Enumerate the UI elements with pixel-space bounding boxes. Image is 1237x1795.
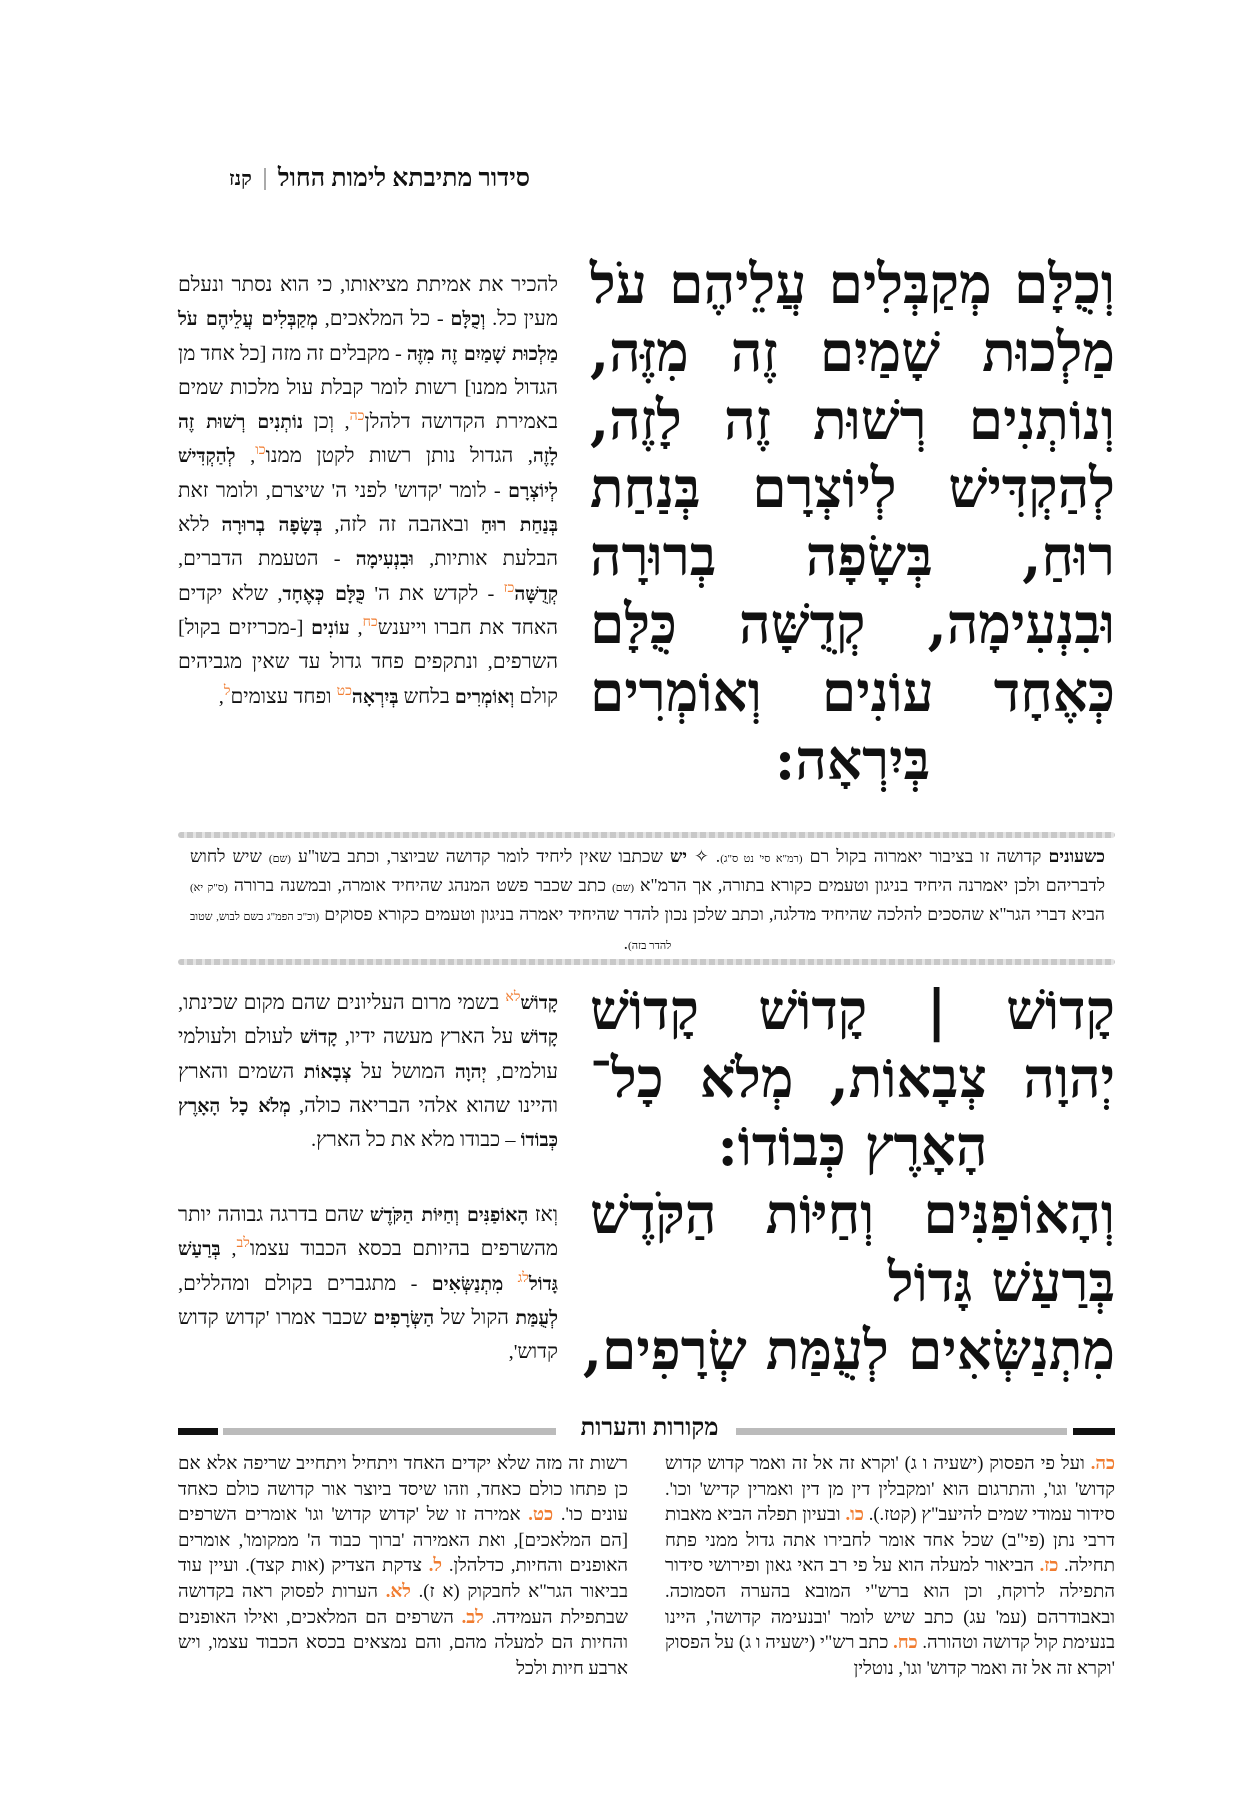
text-run: , bbox=[220, 1238, 237, 1261]
prayer-line: מַלְכוּת שָׁמַיִם זֶה מִזֶּה, bbox=[590, 319, 1115, 384]
footnote-ref[interactable]: לג bbox=[517, 1270, 529, 1286]
text-run: שהם בדרגה גבוהה יותר מהשרפים בהיותם בכסא הכבוד עצמו bbox=[178, 1204, 559, 1261]
header-separator bbox=[264, 168, 266, 190]
text-run: רשות זה מזה שלא יקדים האחד ויתחיל ויתחייב שריפה אלא אם כן פתחו כולם כאחד, וזהו שיסד ביוצר אור קדושה כולם כאחד עונים כו'. bbox=[178, 1454, 628, 1526]
text-run: השרפים הם המלאכים, ואילו האופנים והחיות הם למעלה מהם, והם נמצאים בכסא הכבוד עצמו, ויש ארבע חיות ולכל bbox=[178, 1607, 628, 1679]
text-run: , שלא יקדים האחד את חברו וייענש bbox=[178, 582, 559, 639]
footnote-ref[interactable]: לב bbox=[236, 1236, 250, 1252]
footnote-ref[interactable]: כו. bbox=[845, 1505, 864, 1526]
text-run: ללא הבלעת אותיות, bbox=[178, 514, 558, 571]
quoted-prayer-words: יש bbox=[670, 846, 687, 866]
text-run: וְאז bbox=[528, 1204, 558, 1226]
quoted-prayer-words: נוֹתְנִים רְשׁוּת זֶה לָזֶה bbox=[178, 411, 559, 468]
running-header bbox=[178, 162, 530, 196]
quoted-prayer-words: מִתְנַשְּׂאִים bbox=[431, 1272, 504, 1295]
text-run: הקול של bbox=[434, 1306, 516, 1329]
text-run: ובעיון תפלה הביא מאבות דרבי נתן (פי"ב) שכל אחד אומר לחבירו אתה גדול ממני פתח תחילה. bbox=[665, 1505, 1115, 1577]
quoted-prayer-words: מְלֹא כָל הָאָרֶץ כְּבוֹדוֹ bbox=[178, 1094, 558, 1152]
text-run: – כבודו מלא את כל הארץ. bbox=[311, 1129, 521, 1152]
quoted-prayer-words: לְעֻמַּת bbox=[515, 1306, 559, 1329]
text-run: שכבר אמרו 'קדוש קדוש קדוש', bbox=[178, 1306, 558, 1364]
text-run: צדקת הצדיק (אות קצד). ועיין עוד בביאור הגר"א לחבקוק (א ז). bbox=[178, 1556, 628, 1602]
prayer-line: לְהַקְדִּישׁ לְיוֹצְרָם בְּנַחַת bbox=[590, 455, 1115, 520]
footnote-ref[interactable]: כה bbox=[349, 409, 365, 425]
text-run: כתב רש"י (ישעיה ו ג) על הפסוק 'וקרא זה אל זה ואמר קדוש' וגו', נוטלין bbox=[665, 1633, 1115, 1679]
text-run: לעולם ולעולמי עולמים, bbox=[178, 1026, 559, 1083]
text-run: להכיר את אמיתת מציאותו, כי הוא נסתר ונעלם מעין כל. bbox=[178, 274, 558, 331]
source-citation: (וכ"כ הפמ"ג בשם לבוש, שטוב להדר בזה) bbox=[190, 911, 672, 952]
sources-right-column bbox=[665, 1452, 1115, 1682]
footnote-ref[interactable]: כט bbox=[336, 683, 352, 699]
footnote-ref[interactable]: כז. bbox=[1039, 1556, 1059, 1577]
text-run: המושל על bbox=[351, 1060, 455, 1083]
prayer-text-section2 bbox=[582, 976, 1115, 1384]
quoted-prayer-words: בְּרַעַשׁ גָּדוֹל bbox=[178, 1238, 558, 1295]
text-run: ובאהבה זה לזה, bbox=[322, 514, 481, 537]
quoted-prayer-words: צְבָאוֹת bbox=[303, 1060, 352, 1083]
sources-bar-gray bbox=[223, 1428, 556, 1435]
sources-bar-dark bbox=[178, 1428, 218, 1435]
ornamental-divider bbox=[178, 832, 1115, 838]
text-run: . bbox=[623, 933, 629, 953]
prayer-line: וְנוֹתְנִים רְשׁוּת זֶה לָזֶה, bbox=[590, 387, 1115, 452]
text-run: , הגדול נותן רשות לקטן ממנו bbox=[265, 445, 533, 468]
footnote-ref[interactable]: כח. bbox=[893, 1633, 918, 1654]
quoted-prayer-words: הַשְּׂרָפִים bbox=[373, 1306, 435, 1329]
text-run: על הארץ מעשה ידיו, bbox=[337, 1026, 521, 1049]
source-citation: (שם) bbox=[612, 882, 635, 894]
text-run: , bbox=[218, 685, 224, 708]
commentary-section1 bbox=[178, 268, 558, 714]
prayer-line: וּבִנְעִימָה, קְדֻשָּׁה כֻּלָּם bbox=[590, 591, 1115, 656]
quoted-prayer-words: יְהוָה bbox=[454, 1060, 487, 1083]
text-run: , וְכן bbox=[303, 411, 350, 434]
source-citation: (ס"ק יא) bbox=[190, 882, 228, 894]
prayer-line: בְּיִרְאָה: bbox=[774, 727, 931, 792]
text-run: הביאור למעלה הוא על פי רב האי גאון ופירושי סידור התפילה לרוקח, וכן הוא ברש"י המובא בהערה הסמוכה. ובאבודרהם (עמ' עג) כתב שיש לומר 'ובנעימה קדושה', היינו בנעימת קול קדושה וטהורה. bbox=[665, 1556, 1116, 1654]
footnote-ref[interactable]: לב. bbox=[461, 1607, 484, 1628]
quoted-prayer-words: וּבִנְעִימָה bbox=[355, 548, 414, 571]
sources-bar-dark bbox=[1073, 1428, 1115, 1435]
text-run: ופחד עצומים bbox=[230, 685, 337, 708]
text-run: השמים והארץ והיינו שהוא אלהי הבריאה כולה, bbox=[178, 1060, 558, 1117]
footnote-ref[interactable]: כז bbox=[503, 580, 515, 596]
prayer-line: וְהָאוֹפַנִּים וְחַיּוֹת הַקֹּדֶשׁ bbox=[590, 1181, 1115, 1246]
prayer-line: מִתְנַשְּׂאִים לְעֻמַּת שְׂרָפִים, bbox=[582, 1317, 1115, 1382]
text-run: - הטעמת הדברים, bbox=[178, 548, 356, 571]
prayer-line: יְהוָה צְבָאוֹת, מְלֹא כָל־ bbox=[590, 1045, 1115, 1110]
text-run bbox=[503, 1273, 517, 1295]
source-citation: (שם) bbox=[268, 853, 291, 865]
footnote-ref[interactable]: כט. bbox=[528, 1505, 554, 1526]
footnote-ref[interactable]: לא bbox=[505, 990, 521, 1006]
prayer-line: הָאָרֶץ כְּבוֹדוֹ: bbox=[717, 1113, 988, 1178]
sources-bar-gray bbox=[736, 1428, 1067, 1435]
quoted-prayer-words: וְאוֹמְרִים bbox=[454, 685, 515, 708]
text-run: בשמי מרום העליונים שהם מקום שכינתו, bbox=[178, 992, 506, 1014]
text-run: - מתגברים בקולם ומהללים, bbox=[178, 1272, 432, 1295]
quoted-prayer-words: הָאוֹפַנִּים וְחַיּוֹת הַקֹּדֶשׁ bbox=[369, 1204, 529, 1226]
text-run: הערות לפסוק ראה בקדושה שבתפילת העמידה. bbox=[178, 1581, 628, 1628]
quoted-prayer-words: בְּיִרְאָה bbox=[351, 685, 399, 708]
text-run: שיש לחוש לדבריהם ולכן יאמרנה היחיד בניגון וטעמים כקורא בתורה, אך הרמ"א bbox=[190, 846, 1106, 895]
text-run: - מקבלים זה מזה [כל אחד מן הגדול ממנו] רשות לומר קבלת עול מלכות שמים באמירת הקדושה דלהלן bbox=[178, 342, 558, 434]
text-run: - לומר 'קדוש' לפני ה' שיצרם, ולומר זאת bbox=[178, 479, 509, 502]
quoted-prayer-words: לְהַקְדִּישׁ לְיוֹצְרָם bbox=[178, 445, 558, 502]
text-run: , bbox=[349, 616, 363, 639]
text-run: כתב שכבר פשט המנהג שהיחיד אומרה, ובמשנה ברורה bbox=[227, 875, 613, 895]
prayer-text-section1 bbox=[590, 250, 1115, 794]
prayer-line: וְכֻלָּם מְקַבְּלִים עֲלֵיהֶם עֹל bbox=[590, 251, 1115, 316]
prayer-line: קָדוֹשׁ | קָדוֹשׁ קָדוֹשׁ bbox=[590, 977, 1115, 1042]
text-run: [-מכריזים בקול] השרפים, ונתקפים פחד גדול עד שאין מגביהים קולם bbox=[178, 616, 558, 708]
footnote-ref[interactable]: כו bbox=[255, 443, 266, 459]
text-run: בלחש bbox=[398, 685, 455, 708]
quoted-prayer-words: קְדֻשָּׁה bbox=[514, 582, 559, 605]
quoted-prayer-words: בְּנַחַת רוּחַ bbox=[480, 514, 558, 537]
ornamental-divider bbox=[178, 959, 1115, 965]
quoted-prayer-words: מְקַבְּלִים עֲלֵיהֶם עֹל מַלְכוּת שָׁמַיִם זֶה מִזֶּה bbox=[178, 308, 558, 365]
text-run: ועל פי הפסוק (ישעיה ו ג) 'וקרא זה אל זה ואמר קדוש קדוש קדוש' וגו', והתרגום הוא 'ומקבלין דין מן דין ואמרין קדיש' וכו'. סידור עמודי שמים להיעב"ץ (קטז.). bbox=[665, 1454, 1115, 1526]
sources-title: מקורות והערות bbox=[580, 1415, 719, 1441]
commentary-section2-p1 bbox=[178, 986, 558, 1157]
book-title: סידור מתיבתא לימות החול bbox=[277, 165, 530, 192]
quoted-prayer-words: קָדוֹשׁ bbox=[299, 1026, 338, 1049]
sources-left-column bbox=[178, 1452, 628, 1682]
halacha-note bbox=[190, 843, 1105, 959]
text-run: - כל המלאכים, bbox=[317, 308, 451, 331]
text-run: , bbox=[235, 445, 256, 468]
page-number: קנז bbox=[229, 167, 252, 190]
text-run: הביא דברי הגר"א שהסכים להלכה שהיחיד מדלגה, וכתב שלכן נכון להדר שהיחיד יאמרה בניגון וטעמים כקורא פסוקים bbox=[319, 904, 1105, 924]
quoted-prayer-words: עוֹנִים bbox=[311, 616, 350, 639]
text-run: - לקדש את ה' bbox=[365, 582, 504, 605]
footnote-ref[interactable]: ל. bbox=[428, 1556, 443, 1577]
prayer-line: רוּחַ, בְּשָׂפָה בְרוּרָה bbox=[590, 523, 1115, 588]
quoted-prayer-words: כֻּלָּם כְּאֶחָד bbox=[282, 582, 366, 605]
text-run: קדושה זו בציבור יאמרוה בקול רם bbox=[802, 846, 1049, 866]
footnote-ref[interactable]: ל bbox=[223, 683, 231, 699]
text-run: שכתבו שאין ליחיד לומר קדושה שביוצר, וכתב בשו"ע bbox=[290, 846, 671, 866]
quoted-prayer-words: בְּשָׂפָה בְרוּרָה bbox=[221, 514, 323, 537]
quoted-prayer-words: וְכֻלָּם bbox=[450, 308, 486, 331]
quoted-prayer-words: קָדוֹשׁ bbox=[520, 992, 558, 1014]
quoted-prayer-words: כשעונים bbox=[1048, 846, 1105, 866]
quoted-prayer-words: קָדוֹשׁ bbox=[520, 1026, 558, 1049]
text-run: . ✧ bbox=[687, 846, 721, 866]
commentary-section2-p2 bbox=[178, 1198, 558, 1369]
text-run: אמירה זו של 'קדוש קדוש' וגו' אומרים השרפים [הם המלאכים], ואת האמירה 'ברוך כבוד ה' ממקומו', אומרים האופנים והחיות, כדלהלן. bbox=[178, 1505, 629, 1577]
prayer-line: בְּרַעַשׁ גָּדוֹל bbox=[887, 1249, 1115, 1314]
footnote-ref[interactable]: לא. bbox=[385, 1581, 411, 1602]
source-citation: (רמ"א סי' נט ס"ג) bbox=[720, 853, 803, 865]
footnote-ref[interactable]: כה. bbox=[1090, 1454, 1115, 1474]
footnote-ref[interactable]: כח bbox=[362, 615, 378, 631]
prayer-line: כְּאֶחָד עוֹנִים וְאוֹמְרִים bbox=[590, 659, 1115, 724]
